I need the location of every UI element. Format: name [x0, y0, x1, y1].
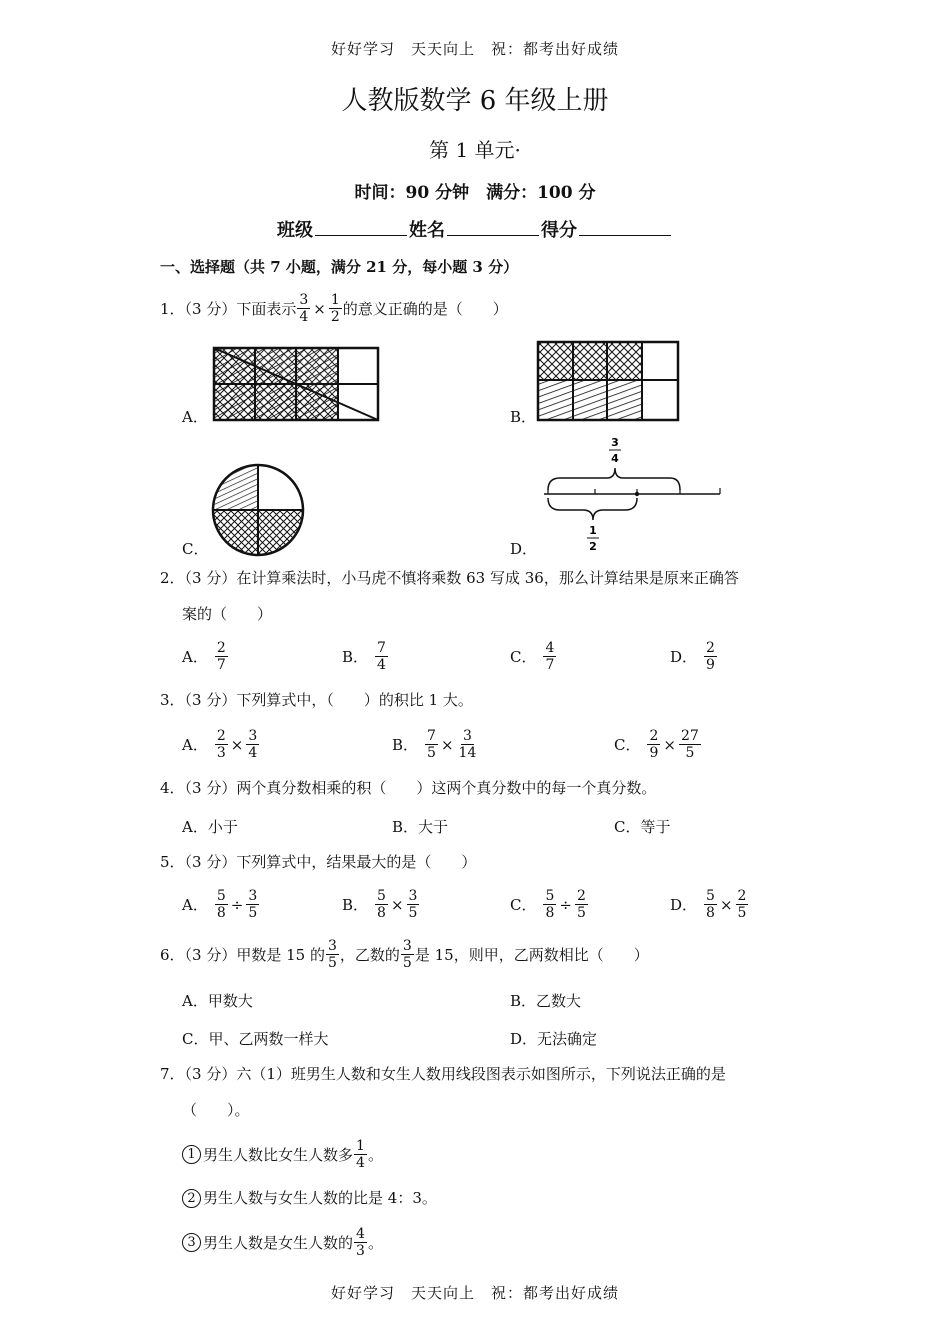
q7-statement-1: 1 男生人数比女生人数多 $\frac{1}{4}$ 。	[182, 1138, 383, 1171]
q6-option-c[interactable]: C．甲、乙两数一样大	[182, 1030, 329, 1048]
q1-d-top-denominator: 4	[611, 452, 619, 465]
question-4: 4．（3 分）两个真分数相乘的积（ ）这两个真分数中的每一个真分数。	[160, 779, 657, 797]
q2-option-d[interactable]: D． $\frac{2}{9}$	[670, 640, 715, 673]
q2-option-c[interactable]: C． $\frac{4}{7}$	[510, 640, 555, 673]
q1-d-top-numerator: 3	[611, 436, 619, 449]
q3-option-c[interactable]: C． $\frac{2}{9}$ × $\frac{27}{5}$	[614, 728, 699, 761]
q1-option-b-label[interactable]: B．	[510, 408, 537, 426]
q6-option-a[interactable]: A．甲数大	[182, 992, 253, 1010]
circled-number-3: 3	[182, 1233, 201, 1252]
q6-option-b[interactable]: B．乙数大	[510, 992, 582, 1010]
q1-diagram-b	[536, 340, 682, 422]
q1-fraction-1: $\frac{3}{4}$	[299, 292, 309, 325]
q7-statement-2: 2 男生人数与女生人数的比是 4：3。	[182, 1188, 437, 1208]
q2-option-b[interactable]: B． $\frac{7}{4}$	[342, 640, 386, 673]
q1-option-a-label[interactable]: A．	[182, 408, 208, 426]
q5-option-a[interactable]: A． $\frac{5}{8}$ ÷ $\frac{3}{5}$	[182, 888, 258, 921]
question-5: 5．（3 分）下列算式中，结果最大的是（ ）	[160, 853, 477, 871]
q1-diagram-a	[212, 346, 382, 422]
q5-option-d[interactable]: D． $\frac{5}{8}$ × $\frac{2}{5}$	[670, 888, 747, 921]
score-blank[interactable]	[579, 219, 671, 236]
q1-option-d-label[interactable]: D．	[510, 540, 538, 558]
class-blank[interactable]	[315, 219, 407, 236]
section-1-heading: 一、选择题（共 7 小题，满分 21 分，每小题 3 分）	[160, 258, 519, 276]
q1-text-pre: 1．（3 分）下面表示	[160, 299, 297, 318]
q3-option-a[interactable]: A． $\frac{2}{3}$ × $\frac{3}{4}$	[182, 728, 258, 761]
q1-fraction-2: $\frac{1}{2}$	[330, 292, 340, 325]
q6-fraction-1: $\frac{3}{5}$	[327, 938, 337, 971]
q1-d-bottom-denominator: 2	[589, 540, 597, 553]
q1-operator: ×	[313, 299, 326, 318]
name-blank[interactable]	[447, 219, 539, 236]
question-7-line-1: 7．（3 分）六（1）班男生人数和女生人数用线段图表示如图所示，下列说法正确的是	[160, 1065, 726, 1083]
page-header: 好好学习 天天向上 祝：都考出好成绩	[330, 40, 619, 58]
score-label: 得分	[541, 220, 577, 241]
q6-option-d[interactable]: D．无法确定	[510, 1030, 598, 1048]
question-7-line-2: （ ）。	[182, 1101, 250, 1119]
time-score-info: 时间：90 分钟 满分：100 分	[354, 183, 596, 203]
q4-option-a[interactable]: A．小于	[182, 818, 238, 836]
q1-d-bottom-numerator: 1	[589, 524, 597, 537]
q1-text-post: 的意义正确的是（ ）	[342, 299, 508, 318]
page-title: 人教版数学 6 年级上册	[341, 86, 609, 116]
question-3: 3．（3 分）下列算式中，（ ）的积比 1 大。	[160, 691, 473, 709]
q7-statement-3: 3 男生人数是女生人数的 $\frac{4}{3}$ 。	[182, 1226, 383, 1259]
q5-option-c[interactable]: C． $\frac{5}{8}$ ÷ $\frac{2}{5}$	[510, 888, 586, 921]
student-info-line	[0, 216, 950, 242]
q1-diagram-c	[210, 462, 306, 558]
q2-option-a[interactable]: A． $\frac{2}{7}$	[182, 640, 226, 673]
q1-diagram-d	[536, 432, 726, 556]
name-label: 姓名	[409, 220, 445, 241]
q1-option-c-label[interactable]: C．	[182, 540, 209, 558]
circled-number-1: 1	[182, 1145, 201, 1164]
question-6: 6．（3 分）甲数是 15 的 $\frac{3}{5}$ ，乙数的 $\frac{3}{5}$ 是 15，则甲，乙两数相比（ ）	[160, 938, 649, 971]
page-footer: 好好学习 天天向上 祝：都考出好成绩	[330, 1284, 619, 1302]
q4-option-b[interactable]: B．大于	[392, 818, 449, 836]
question-2-line-2: 案的（ ）	[182, 605, 273, 623]
q5-option-b[interactable]: B． $\frac{5}{8}$ × $\frac{3}{5}$	[342, 888, 418, 921]
q3-option-b[interactable]: B． $\frac{7}{5}$ × $\frac{3}{14}$	[392, 728, 477, 761]
circled-number-2: 2	[182, 1189, 201, 1208]
q4-option-c[interactable]: C．等于	[614, 818, 671, 836]
class-label: 班级	[277, 220, 313, 241]
q6-fraction-2: $\frac{3}{5}$	[402, 938, 412, 971]
unit-title: 第 1 单元·	[429, 138, 521, 162]
question-1	[160, 292, 508, 325]
question-2-line-1: 2．（3 分）在计算乘法时，小马虎不慎将乘数 63 写成 36，那么计算结果是原来正确答	[160, 569, 739, 587]
